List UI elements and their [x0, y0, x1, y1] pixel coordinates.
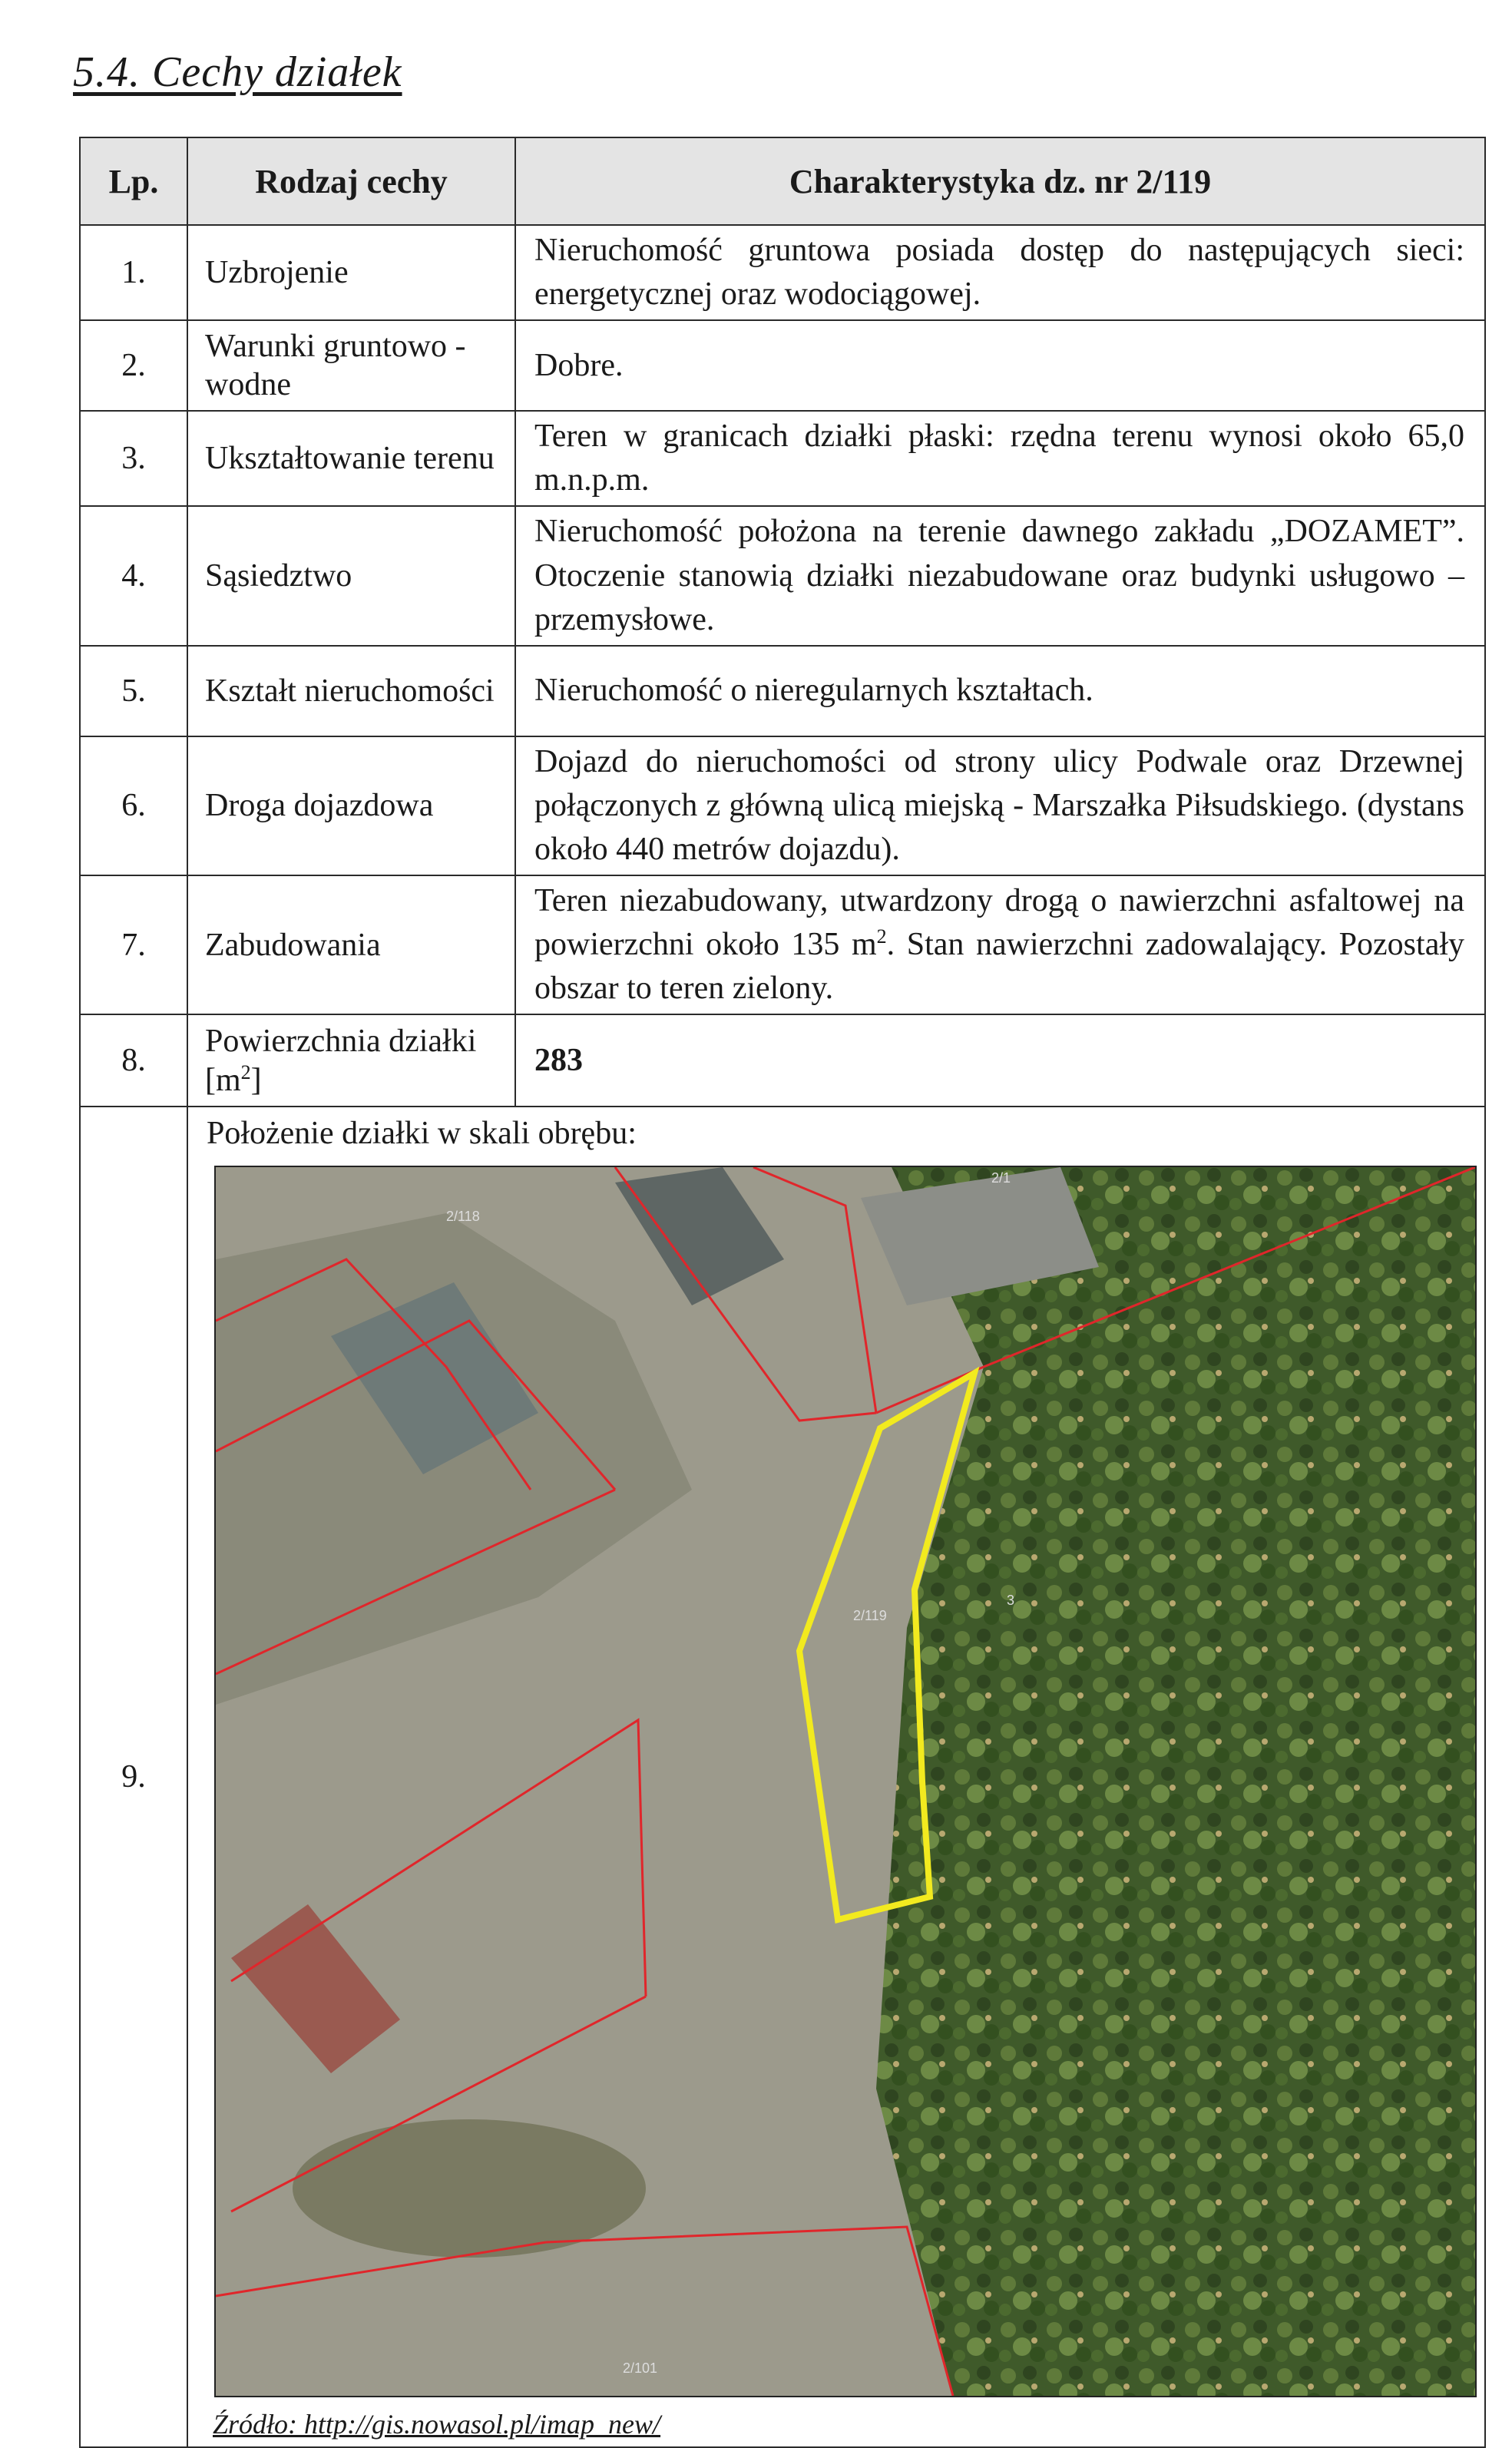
- row-number: 9.: [80, 1107, 187, 2447]
- page-title: 5.4. Cechy działek: [73, 48, 402, 96]
- feature-name: Zabudowania: [187, 875, 515, 1014]
- table-header-row: [80, 137, 1485, 225]
- feature-name: Sąsiedztwo: [187, 506, 515, 645]
- map-caption: Położenie działki w skali obrębu:: [207, 1116, 637, 1152]
- name-text: Powierzchnia działki [m: [205, 1023, 477, 1098]
- feature-value: 283: [515, 1014, 1485, 1107]
- parcel-label: 2/101: [623, 2360, 658, 2377]
- feature-value: Dobre.: [515, 320, 1485, 411]
- feature-value: [515, 875, 1485, 1014]
- aerial-map-svg: [216, 1167, 1475, 2396]
- feature-value: Nieruchomość gruntowa posiada dostęp do następujących sieci: energetycznej oraz wodociągowej.: [515, 225, 1485, 320]
- table-row: [80, 736, 1485, 875]
- parcel-label: 2/119: [853, 1608, 887, 1624]
- feature-name: Uzbrojenie: [187, 225, 515, 320]
- feature-value: Teren w granicach działki płaski: rzędna terenu wynosi około 65,0 m.n.p.m.: [515, 411, 1485, 506]
- table-row: [80, 225, 1485, 320]
- table-row: [80, 320, 1485, 411]
- row-number: 3.: [80, 411, 187, 506]
- value-superscript: 2: [876, 925, 887, 948]
- table-row: [80, 411, 1485, 506]
- row-number: 2.: [80, 320, 187, 411]
- header-lp: Lp.: [80, 137, 187, 225]
- name-superscript: 2: [240, 1060, 251, 1083]
- row-number: 7.: [80, 875, 187, 1014]
- value-text-cont: . Stan nawierzchni zadowalający. Pozostały obszar to teren zielony.: [534, 927, 1464, 1007]
- parcel-label: 3: [1007, 1593, 1015, 1609]
- row-number: 4.: [80, 506, 187, 645]
- feature-value: Nieruchomość o nieregularnych kształtach.: [515, 646, 1485, 736]
- map-source: Źródło: http://gis.nowasol.pl/imap_new/: [213, 2409, 661, 2440]
- header-characteristics: Charakterystyka dz. nr 2/119: [515, 137, 1485, 225]
- green-island: [293, 2119, 646, 2258]
- parcel-label: 2/118: [446, 1209, 480, 1225]
- table-row: [80, 646, 1485, 736]
- feature-name: Warunki gruntowo - wodne: [187, 320, 515, 411]
- table-row: [80, 1014, 1485, 1107]
- map-cell: [187, 1107, 1485, 2447]
- row-number: 1.: [80, 225, 187, 320]
- table-row-map: [80, 1107, 1485, 2447]
- aerial-map: [214, 1166, 1477, 2397]
- feature-name: Kształt nieruchomości: [187, 646, 515, 736]
- value-text: Teren niezabudowany, utwardzony drogą o nawierzchni asfaltowej na powierzchni około 135 m: [534, 883, 1464, 963]
- feature-name: Ukształtowanie terenu: [187, 411, 515, 506]
- header-feature-type: Rodzaj cechy: [187, 137, 515, 225]
- feature-value: Nieruchomość położona na terenie dawnego zakładu „DOZAMET”. Otoczenie stanowią działki niezabudowane oraz budynki usługowo – przemysłowe.: [515, 506, 1485, 645]
- table-row: [80, 875, 1485, 1014]
- parcel-features-table: [79, 137, 1486, 2448]
- feature-value: Dojazd do nieruchomości od strony ulicy Podwale oraz Drzewnej połączonych z główną ulicą miejską - Marszałka Piłsudskiego. (dystans około 440 metrów dojazdu).: [515, 736, 1485, 875]
- table-row: [80, 506, 1485, 645]
- name-text-cont: ]: [250, 1062, 262, 1098]
- row-number: 6.: [80, 736, 187, 875]
- row-number: 8.: [80, 1014, 187, 1107]
- feature-name: [187, 1014, 515, 1107]
- parcel-label: 2/1: [991, 1170, 1011, 1186]
- row-number: 5.: [80, 646, 187, 736]
- feature-name: Droga dojazdowa: [187, 736, 515, 875]
